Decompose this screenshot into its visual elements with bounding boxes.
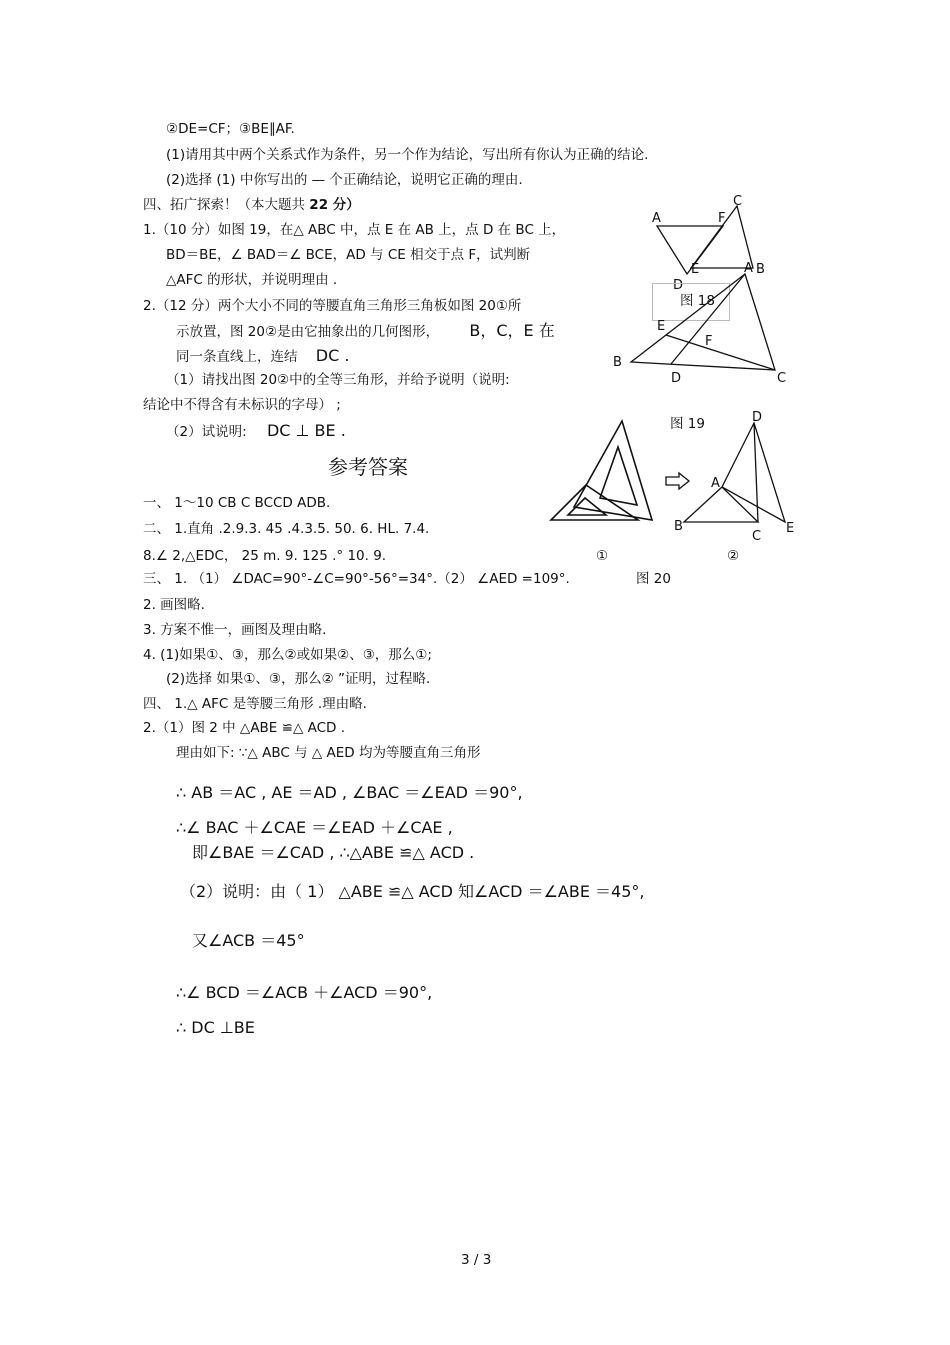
figure-20-1 <box>548 415 658 527</box>
q2-line-3-segment: DC . <box>315 346 350 365</box>
fig20-label-d: D <box>752 410 763 425</box>
section-4-points: 22 分） <box>309 197 360 213</box>
figure-20-2 <box>668 405 803 545</box>
q2-line-6-claim: DC ⊥ BE . <box>266 421 346 440</box>
fig18-label-d: D <box>673 278 684 293</box>
q2-line-5: 结论中不得含有未标识的字母） ; <box>143 397 341 413</box>
question-part-1: (1)请用其中两个关系式作为条件，另一个作为结论，写出所有你认为正确的结论. <box>166 147 649 163</box>
q2-line-2-points: B，C，E 在 <box>469 321 555 340</box>
fig19-label-d: D <box>671 371 682 386</box>
fig19-caption: 图 19 <box>670 416 705 432</box>
answer-16: 又∠ACB ＝45° <box>192 931 305 950</box>
q1-line-3: △AFC 的形状，并说明理由 . <box>166 272 338 288</box>
fig20-2-segment-dc <box>754 423 758 522</box>
q2-line-3-text: 同一条直线上，连结 <box>176 349 298 365</box>
answer-17: ∴∠ BCD ＝∠ACB ＋∠ACD ＝90°, <box>176 983 433 1002</box>
answer-4: 三、 1. （1） ∠DAC=90°-∠C=90°-56°=34°.（2） ∠AED =109°. <box>143 571 570 587</box>
fig18-label-b: B <box>756 262 765 277</box>
answer-13: ∴∠ BAC ＋∠CAE ＝∠EAD ＋∠CAE , <box>176 818 453 837</box>
page-number: 3 / 3 <box>461 1252 492 1268</box>
answer-8: (2)选择 如果①、③，那么② ”证明，过程略. <box>166 671 431 687</box>
answers-title: 参考答案 <box>328 455 408 479</box>
q2-line-6 <box>166 421 346 440</box>
section-4-title: 四、拓广探索！（本大题共 <box>143 197 305 213</box>
q2-line-1: 2.（12 分）两个大小不同的等腰直角三角形三角板如图 20①所 <box>143 298 522 314</box>
fig20-2-triangle-abc <box>684 487 758 522</box>
answer-14: 即∠BAE ＝∠CAD , ∴△ABE ≌△ ACD . <box>192 843 475 862</box>
fig19-segment-ad <box>671 274 745 364</box>
q2-line-2 <box>176 321 555 340</box>
section-4-header <box>143 197 360 213</box>
fig20-sub-2: ② <box>727 548 740 564</box>
answer-1: 一、 1～10 CB C BCCD ADB. <box>143 495 331 511</box>
answer-5: 2. 画图略. <box>143 597 205 613</box>
fig20-label-c: C <box>752 529 762 544</box>
answer-9: 四、 1.△ AFC 是等腰三角形 .理由略. <box>143 696 367 712</box>
fig20-label-a: A <box>711 476 720 491</box>
q1-line-1: 1.（10 分）如图 19，在△ ABC 中，点 E 在 AB 上，点 D 在 BC 上， <box>143 222 566 238</box>
answer-18: ∴ DC ⊥BE <box>176 1018 255 1037</box>
fig20-caption: 图 20 <box>636 571 671 587</box>
answer-6: 3. 方案不惟一，画图及理由略. <box>143 622 327 638</box>
fig19-label-f: F <box>705 334 713 349</box>
question-part-2: (2)选择 (1) 中你写出的 — 个正确结论，说明它正确的理由. <box>166 172 523 188</box>
fig18-label-f: F <box>718 211 726 226</box>
answer-10: 2.（1）图 2 中 △ABE ≌△ ACD . <box>143 720 346 736</box>
fig19-label-c: C <box>777 371 787 386</box>
q2-line-6-text: （2）试说明: <box>166 424 247 440</box>
fig18-label-a: A <box>652 211 661 226</box>
q1-line-2: BD＝BE，∠ BAD＝∠ BCE，AD 与 CE 相交于点 F，试判断 <box>166 247 531 263</box>
fig20-label-b: B <box>674 519 683 534</box>
answer-7: 4. (1)如果①、③，那么②或如果②、③，那么①; <box>143 647 432 663</box>
fig20-1-large-ruler-inner <box>600 447 637 505</box>
answer-11: 理由如下: ∵△ ABC 与 △ AED 均为等腰直角三角形 <box>176 745 481 761</box>
answer-2: 二、 1.直角 .2.9.3. 45 .4.3.5. 50. 6. HL. 7.4. <box>143 521 430 537</box>
fig20-sub-1: ① <box>596 548 609 564</box>
fig20-1-large-ruler-outer <box>574 421 652 520</box>
fig19-label-b: B <box>613 355 622 370</box>
fig20-label-e: E <box>786 521 795 536</box>
answer-3: 8.∠ 2,△EDC， 25 m. 9. 125 .° 10. 9. <box>143 548 387 564</box>
answer-15: （2）说明：由（ 1） △ABE ≌△ ACD 知∠ACD ＝∠ABE ＝45°, <box>180 882 645 901</box>
fig20-2-triangle-aed <box>722 423 785 522</box>
fig19-triangle-abc <box>631 274 775 370</box>
fig18-label-e: E <box>691 262 700 277</box>
q2-line-4: （1）请找出图 20②中的全等三角形，并给予说明（说明: <box>166 372 510 388</box>
q2-line-3 <box>176 346 349 365</box>
condition-line: ②DE=CF；③BE∥AF. <box>166 121 295 137</box>
fig19-label-a: A <box>744 261 753 276</box>
answer-12: ∴ AB ＝AC , AE ＝AD , ∠BAC ＝∠EAD ＝90°, <box>176 783 523 802</box>
figure-19 <box>605 258 805 388</box>
fig18-caption: 图 18 <box>680 293 715 309</box>
q2-line-2-text: 示放置，图 20②是由它抽象出的几何图形， <box>176 324 440 340</box>
fig19-label-e: E <box>657 319 666 334</box>
fig18-label-c: C <box>733 194 743 209</box>
